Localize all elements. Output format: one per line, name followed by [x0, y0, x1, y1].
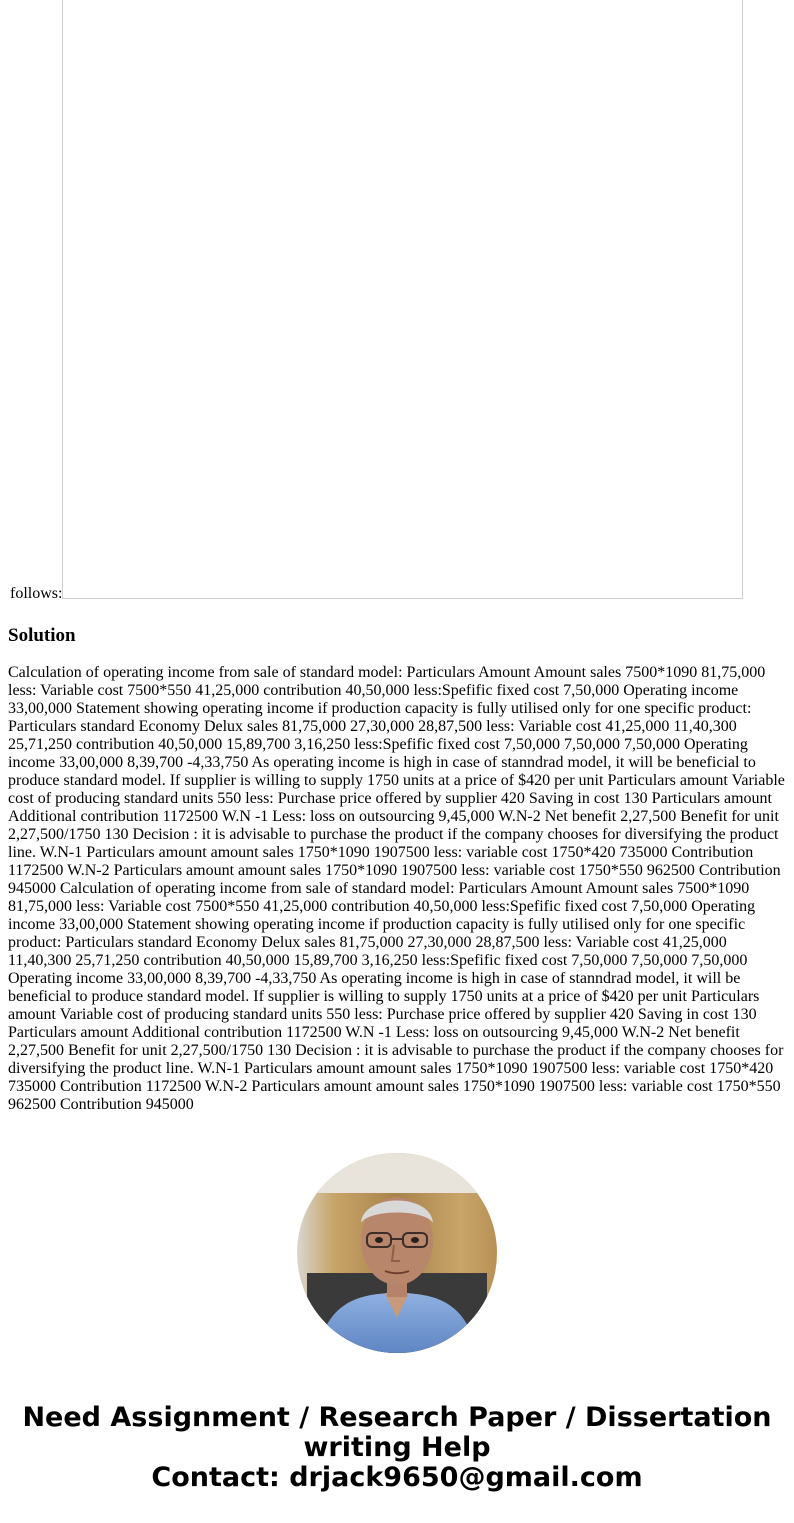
- tutor-portrait-image: [297, 1153, 497, 1353]
- tutor-avatar: [297, 1153, 497, 1353]
- question-image: [62, 0, 743, 599]
- promo-headline: Need Assignment / Research Paper / Dissertation writing Help: [22, 1402, 772, 1463]
- promo-contact: Contact: drjack9650@gmail.com: [151, 1462, 643, 1493]
- follows-label: follows:: [10, 585, 63, 602]
- question-image-row: [0, 0, 794, 600]
- promo-banner: [0, 1403, 794, 1493]
- solution-heading: Solution: [8, 625, 76, 646]
- solution-body: Calculation of operating income from sale of standard model: Particulars Amount Amount sales 7500*1090 81,75,000 less: Variable cost 7500*550 41,25,000 contribution 40,50,000 less:Spefific fixed cost 7,50,000 Operating income 33,00,000 Statement showing operating income if production capacity is fully utilised only for one specific product: Particulars standard Economy Delux sales 81,75,000 27,30,000 28,87,500 less: Variable cost 41,25,000 11,40,300 25,71,250 contribution 40,50,000 15,89,700 3,16,250 less:Spefific fixed cost 7,50,000 7,50,000 7,50,000 Operating income 33,00,000 8,39,700 -4,33,750 As operating income is high in case of stanndrad model, it will be beneficial to produce standard model. If supplier is willing to supply 1750 units at a price of $420 per unit Particulars amount Variable cost of producing standard units 550 less: Purchase price offered by supplier 420 Saving in cost 130 Particulars amount Additional contribution 1172500 W.N -1 Less: loss on outsourcing 9,45,000 W.N-2 Net benefit 2,27,500 Benefit for unit 2,27,500/1750 130 Decision : it is advisable to purchase the product if the company chooses for diversifying the product line. W.N-1 Particulars amount amount sales 1750*1090 1907500 less: variable cost 1750*420 735000 Contribution 1172500 W.N-2 Particulars amount amount sales 1750*1090 1907500 less: variable cost 1750*550 962500 Contribution 945000 Calculation of operating income from sale of standard model: Particulars Amount Amount sales 7500*1090 81,75,000 less: Variable cost 7500*550 41,25,000 contribution 40,50,000 less:Spefific fixed cost 7,50,000 Operating income 33,00,000 Statement showing operating income if production capacity is fully utilised only for one specific product: Particulars standard Economy Delux sales 81,75,000 27,30,000 28,87,500 less: Variable cost 41,25,000 11,40,300 25,71,250 contribution 40,50,000 15,89,700 3,16,250 less:Spefific fixed cost 7,50,000 7,50,000 7,50,000 Operating income 33,00,000 8,39,700 -4,33,750 As operating income is high in case of stanndrad model, it will be beneficial to produce standard model. If supplier is willing to supply 1750 units at a price of $420 per unit Particulars amount Variable cost of producing standard units 550 less: Purchase price offered by supplier 420 Saving in cost 130 Particulars amount Additional contribution 1172500 W.N -1 Less: loss on outsourcing 9,45,000 W.N-2 Net benefit 2,27,500 Benefit for unit 2,27,500/1750 130 Decision : it is advisable to purchase the product if the company chooses for diversifying the product line. W.N-1 Particulars amount amount sales 1750*1090 1907500 less: variable cost 1750*420 735000 Contribution 1172500 W.N-2 Particulars amount amount sales 1750*1090 1907500 less: variable cost 1750*550 962500 Contribution 945000: [8, 664, 785, 1113]
